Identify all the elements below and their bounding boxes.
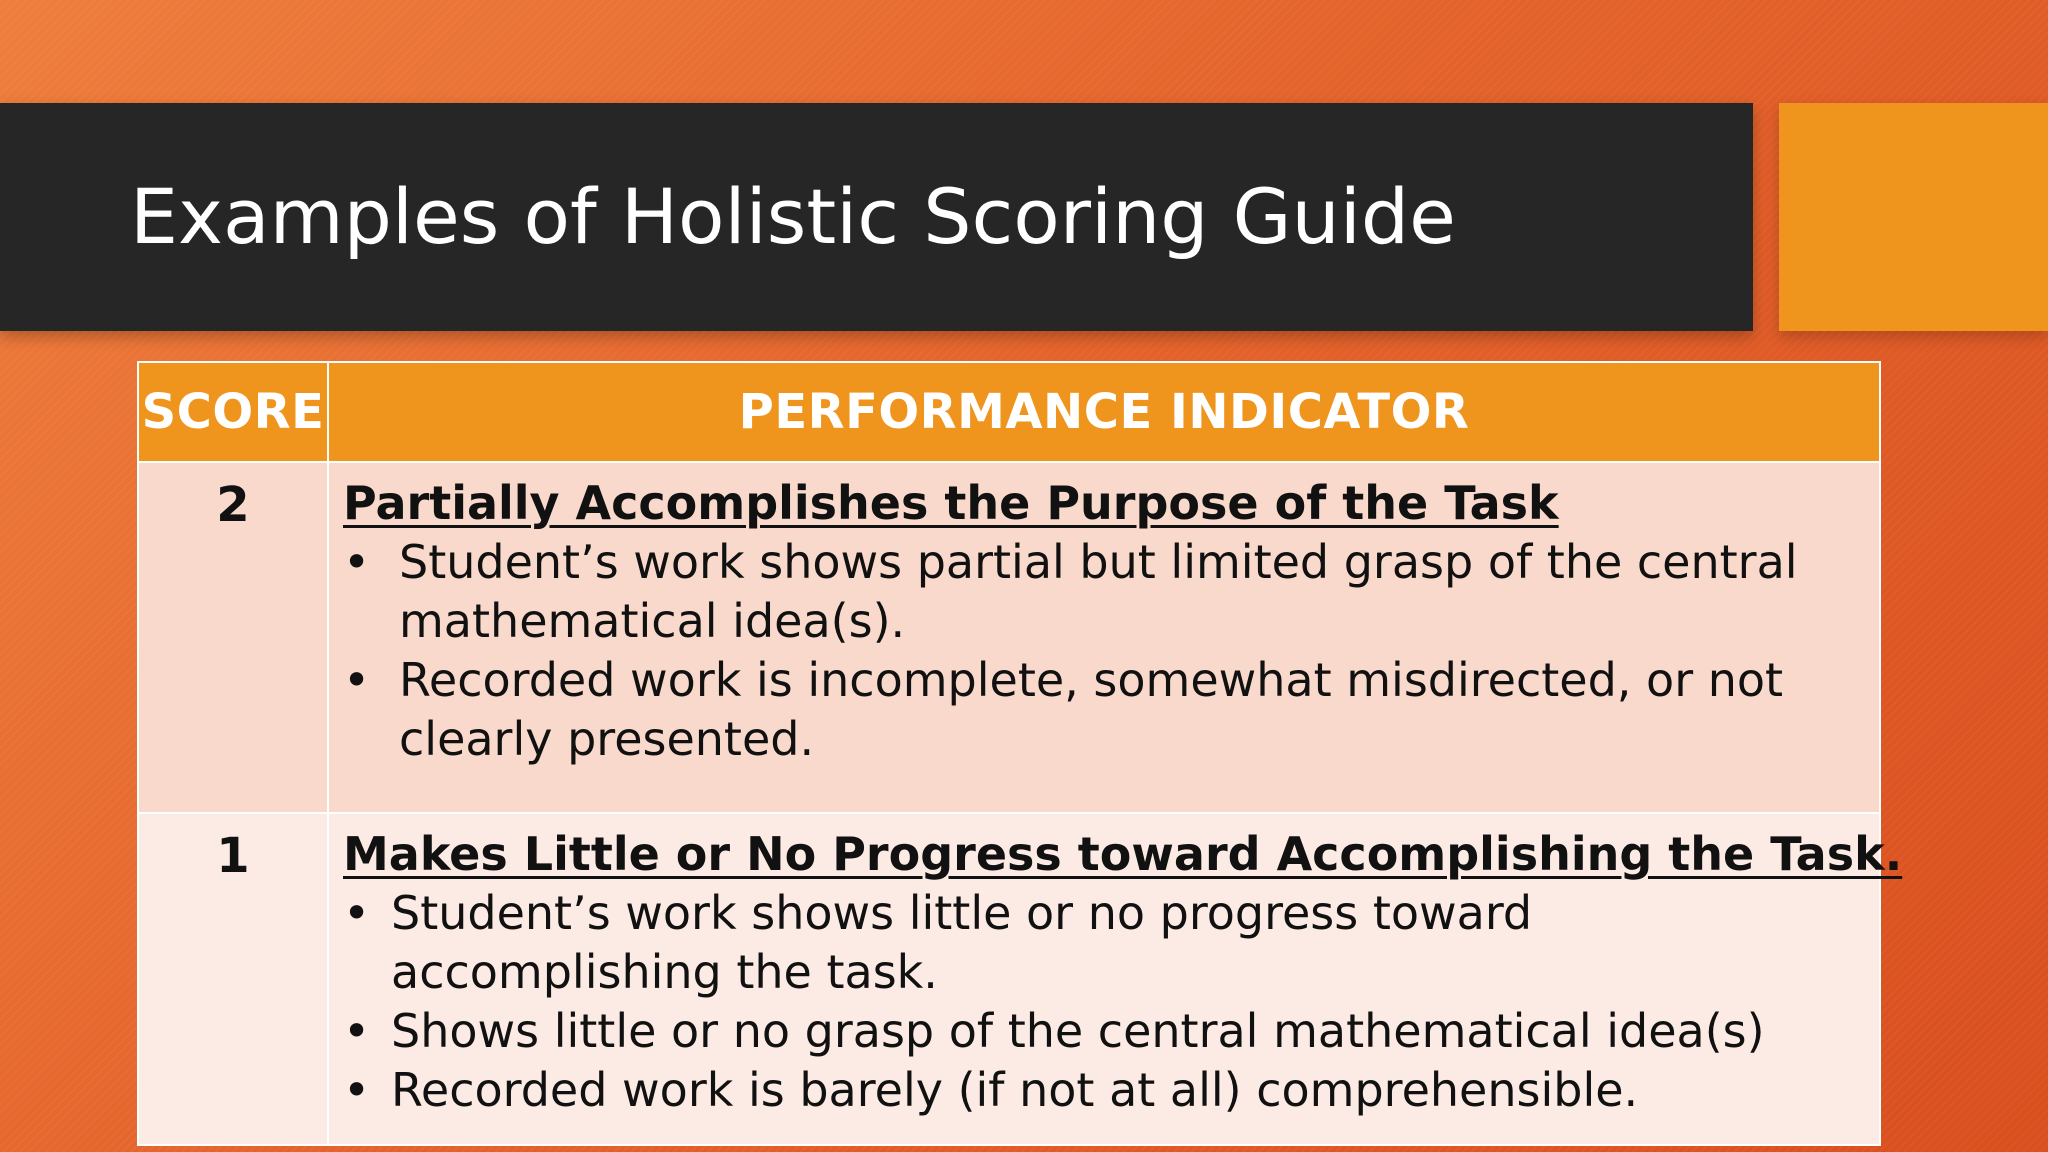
bullet-icon: •	[343, 1063, 371, 1117]
list-item	[343, 533, 1849, 651]
indicator-bullet-list	[343, 533, 1849, 769]
indicator-column-header: PERFORMANCE INDICATOR	[328, 362, 1880, 462]
bullet-icon: •	[343, 535, 371, 589]
indicator-heading: Partially Accomplishes the Purpose of the Task	[343, 476, 1559, 530]
list-item	[343, 1061, 1849, 1120]
table-header-row	[138, 362, 1880, 462]
bullet-icon: •	[343, 886, 371, 940]
bullet-text: Student’s work shows partial but limited grasp of the central mathematical idea(s).	[399, 535, 1798, 648]
score-column-header: SCORE	[138, 362, 328, 462]
table-row	[138, 813, 1880, 1145]
bullet-icon: •	[343, 1004, 371, 1058]
indicator-bullet-list	[343, 884, 1849, 1120]
bullet-icon: •	[343, 653, 371, 707]
list-item	[343, 1002, 1849, 1061]
table-row	[138, 462, 1880, 813]
score-value: 2	[138, 462, 328, 813]
list-item	[343, 884, 1849, 1002]
indicator-cell	[328, 813, 1903, 1145]
bullet-text: Recorded work is barely (if not at all) comprehensible.	[391, 1063, 1639, 1117]
accent-square	[1779, 103, 2048, 331]
bullet-text: Recorded work is incomplete, somewhat misdirected, or not clearly presented.	[399, 653, 1784, 766]
indicator-heading: Makes Little or No Progress toward Accomplishing the Task.	[343, 827, 1903, 881]
bullet-text: Student’s work shows little or no progress toward accomplishing the task.	[391, 886, 1533, 999]
indicator-cell	[328, 462, 1880, 813]
score-value: 1	[138, 813, 328, 1145]
scoring-guide-table	[137, 361, 1903, 1146]
bullet-text: Shows little or no grasp of the central mathematical idea(s)	[391, 1004, 1765, 1058]
list-item	[343, 651, 1849, 769]
slide-title: Examples of Holistic Scoring Guide	[130, 172, 1456, 261]
